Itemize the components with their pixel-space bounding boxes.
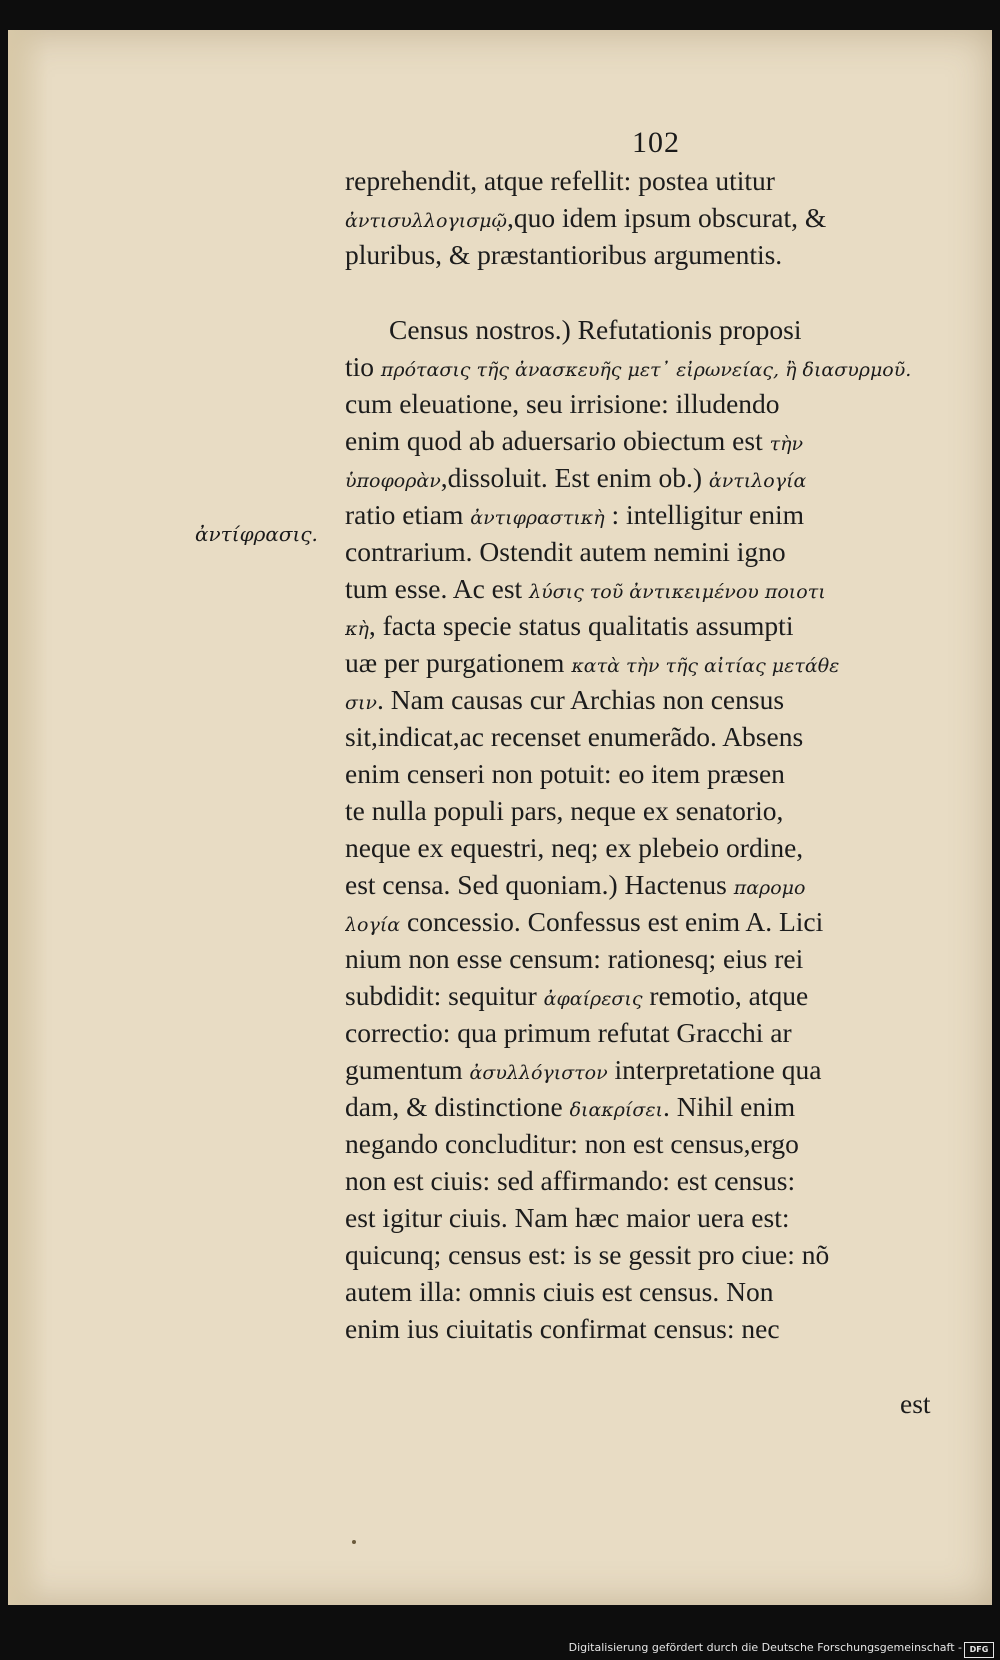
latin-text: enim ius ciuitatis confirmat census: nec: [345, 1313, 780, 1344]
footer-bar: [0, 1638, 1000, 1660]
text-line: [345, 570, 970, 607]
text-line: [345, 385, 970, 422]
text-line: [345, 311, 970, 348]
latin-text: ,quo idem ipsum obscurat, &: [507, 202, 827, 233]
text-line: [345, 459, 970, 496]
latin-text: enim censeri non potuit: eo item præsen: [345, 758, 785, 789]
greek-term: λογία: [345, 914, 401, 936]
greek-term: λύσις τοῦ ἀντικειμένου ποιοτι: [529, 581, 826, 603]
text-line: [345, 162, 970, 199]
greek-term: ἀσυλλόγιστον: [469, 1062, 608, 1084]
catchword: est: [900, 1388, 931, 1419]
margin-note: ἀντίφρασις.: [195, 522, 318, 546]
text-line: [345, 1125, 970, 1162]
latin-text: est igitur ciuis. Nam hæc maior uera est:: [345, 1202, 790, 1233]
greek-term: πρότασις τῆς ἀνασκευῆς μετ᾽ εἰρωνείας, ἢ διασυρμοῦ.: [380, 359, 912, 381]
latin-text: autem illa: omnis ciuis est census. Non: [345, 1276, 774, 1307]
latin-text: . Nihil enim: [662, 1091, 796, 1122]
greek-term: κατὰ τὴν τῆς αἰτίας μετάθε: [571, 655, 840, 677]
greek-term: ὑποφορὰν: [345, 470, 441, 492]
text-line: [345, 1236, 970, 1273]
text-line: [345, 644, 970, 681]
latin-text: ,dissoluit. Est enim ob.): [440, 462, 709, 493]
greek-term: διακρίσει: [569, 1099, 663, 1121]
greek-term: σιν: [345, 692, 377, 714]
latin-text: ratio etiam: [345, 499, 471, 530]
latin-text: neque ex equestri, neq; ex plebeio ordine,: [345, 832, 804, 863]
text-line: [345, 1310, 970, 1347]
latin-text: interpretatione qua: [607, 1054, 822, 1085]
latin-text: , facta specie status qualitatis assumpti: [368, 610, 794, 641]
greek-term: παρομο: [733, 877, 806, 899]
latin-text: te nulla populi pars, neque ex senatorio,: [345, 795, 784, 826]
footer-credit: Digitalisierung gefördert durch die Deutsche Forschungsgemeinschaft -: [568, 1641, 962, 1654]
text-line: [345, 866, 970, 903]
latin-text: . Nam causas cur Archias non census: [376, 684, 785, 715]
text-line: [345, 681, 970, 718]
latin-text: gumentum: [345, 1054, 470, 1085]
greek-term: ἀντιφραστικὴ: [470, 507, 605, 529]
latin-text: correctio: qua primum refutat Gracchi ar: [345, 1017, 792, 1048]
text-line: [345, 496, 970, 533]
greek-term: τὴν: [769, 433, 804, 455]
text-line: [345, 1199, 970, 1236]
latin-text: pluribus, & præstantioribus argumentis.: [345, 239, 783, 270]
text-line: [345, 1273, 970, 1310]
text-line: [345, 348, 970, 385]
greek-term: ἀντισυλλογισμῷ: [345, 210, 508, 232]
text-line: [345, 422, 970, 459]
latin-text: Census nostros.) Refutationis proposi: [389, 314, 802, 345]
text-line: [345, 1014, 970, 1051]
latin-text: contrarium. Ostendit autem nemini igno: [345, 536, 786, 567]
text-line: [345, 977, 970, 1014]
body-text: [345, 162, 970, 1347]
text-line: [345, 607, 970, 644]
text-line: [345, 236, 970, 273]
ink-speck: [352, 1540, 356, 1544]
latin-text: reprehendit, atque refellit: postea utitur: [345, 165, 775, 196]
text-line: [345, 792, 970, 829]
latin-text: remotio, atque: [642, 980, 809, 1011]
text-line: [345, 1051, 970, 1088]
latin-text: concessio. Confessus est enim A. Lici: [400, 906, 824, 937]
text-line: [345, 533, 970, 570]
dfg-logo: DFG: [964, 1642, 994, 1658]
page-gutter-shadow: [8, 30, 48, 1605]
text-line: [345, 829, 970, 866]
latin-text: : intelligitur enim: [604, 499, 805, 530]
text-line: [345, 718, 970, 755]
text-line: [345, 1162, 970, 1199]
latin-text: tum esse. Ac est: [345, 573, 530, 604]
text-line: [345, 199, 970, 236]
page-number: 102: [632, 126, 680, 159]
latin-text: cum eleuatione, seu irrisione: illudendo: [345, 388, 780, 419]
latin-text: quicunq; census est: is se gessit pro ciue: nõ: [345, 1239, 830, 1270]
text-line: [345, 940, 970, 977]
greek-term: ἀφαίρεσις: [543, 988, 643, 1010]
latin-text: uæ per purgationem: [345, 647, 572, 678]
latin-text: dam, & distinctione: [345, 1091, 570, 1122]
greek-term: ἀντιλογία: [708, 470, 807, 492]
latin-text: enim quod ab aduersario obiectum est: [345, 425, 770, 456]
text-line: [345, 755, 970, 792]
paragraph-gap: [345, 273, 970, 311]
latin-text: nium non esse censum: rationesq; eius rei: [345, 943, 804, 974]
latin-text: negando concluditur: non est census,ergo: [345, 1128, 799, 1159]
latin-text: tio: [345, 351, 381, 382]
latin-text: non est ciuis: sed affirmando: est census:: [345, 1165, 796, 1196]
text-line: [345, 903, 970, 940]
latin-text: sit,indicat,ac recenset enumerãdo. Absens: [345, 721, 804, 752]
latin-text: subdidit: sequitur: [345, 980, 544, 1011]
greek-term: κὴ: [345, 618, 369, 640]
text-line: [345, 1088, 970, 1125]
latin-text: est censa. Sed quoniam.) Hactenus: [345, 869, 734, 900]
